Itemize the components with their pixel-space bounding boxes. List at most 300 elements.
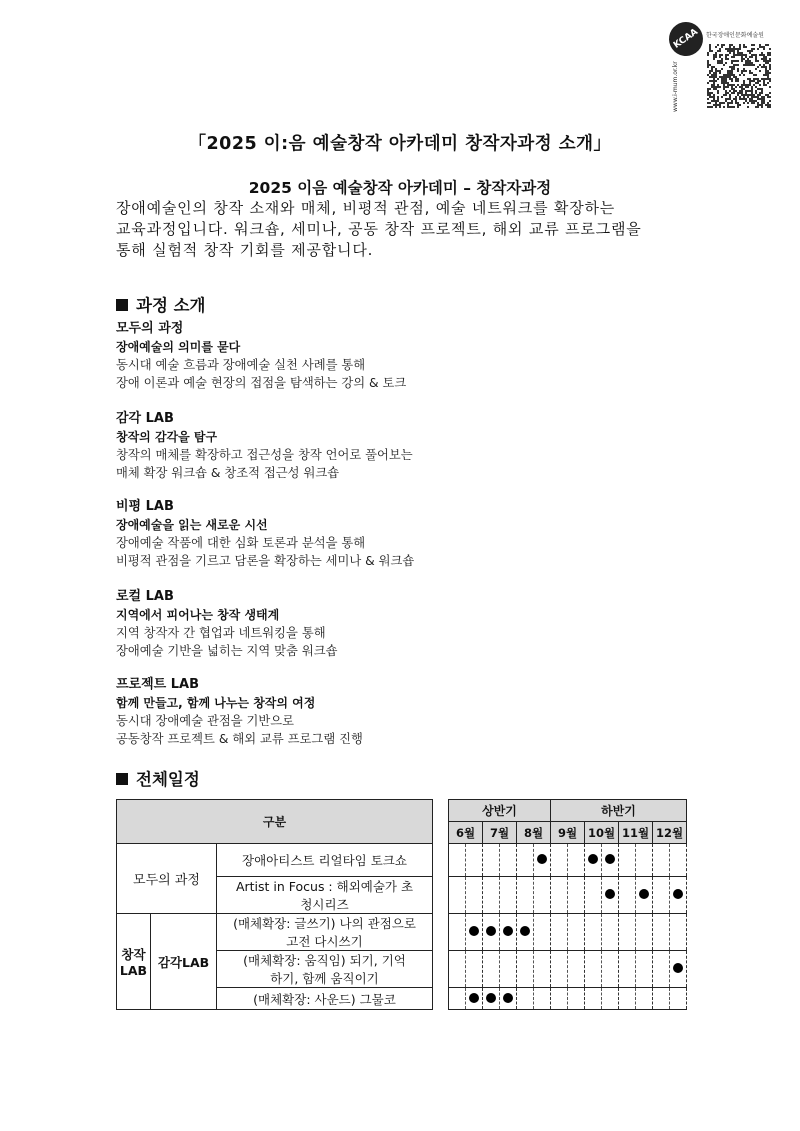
qr-module bbox=[769, 86, 771, 88]
schedule-dot bbox=[486, 926, 496, 936]
qr-module bbox=[713, 86, 715, 88]
qr-module bbox=[753, 80, 755, 82]
schedule-cell bbox=[500, 951, 517, 988]
qr-module bbox=[751, 90, 753, 92]
qr-module bbox=[721, 82, 723, 84]
qr-module bbox=[713, 94, 715, 96]
qr-module bbox=[751, 96, 753, 98]
qr-module bbox=[727, 92, 729, 94]
qr-module bbox=[763, 46, 765, 48]
qr-module bbox=[765, 104, 767, 106]
qr-module bbox=[745, 62, 747, 64]
schedule-cell bbox=[449, 951, 466, 988]
qr-module bbox=[755, 100, 757, 102]
qr-module bbox=[709, 48, 711, 50]
schedule-header-second-half: 하반기 bbox=[551, 800, 687, 822]
qr-module bbox=[717, 62, 719, 64]
qr-module bbox=[749, 82, 751, 84]
qr-module bbox=[765, 56, 767, 58]
qr-module bbox=[731, 72, 733, 74]
qr-module bbox=[763, 98, 765, 100]
qr-module bbox=[711, 66, 713, 68]
qr-module bbox=[731, 50, 733, 52]
qr-module bbox=[711, 96, 713, 98]
schedule-cell bbox=[551, 844, 568, 877]
course-name: 프로젝트 LAB bbox=[116, 677, 200, 692]
course-name: 로컬 LAB bbox=[116, 589, 174, 604]
qr-module bbox=[727, 72, 729, 74]
qr-module bbox=[711, 80, 713, 82]
qr-module bbox=[731, 66, 733, 68]
qr-module bbox=[707, 54, 709, 56]
qr-module bbox=[729, 94, 731, 96]
course-tagline: 창작의 감각을 탐구 bbox=[116, 430, 218, 444]
schedule-cell bbox=[500, 914, 517, 951]
qr-module bbox=[709, 70, 711, 72]
schedule-cell bbox=[670, 988, 687, 1010]
course-block bbox=[116, 676, 676, 748]
qr-module bbox=[739, 90, 741, 92]
qr-module bbox=[715, 56, 717, 58]
document-main-title: 「2025 이:음 예술창작 아카데미 창작자과정 소개」 bbox=[188, 134, 612, 154]
schedule-cell bbox=[636, 951, 653, 988]
qr-module bbox=[765, 74, 767, 76]
schedule-row bbox=[117, 914, 687, 951]
website-url: www.i-mum.or.kr bbox=[672, 61, 679, 112]
qr-module bbox=[745, 86, 747, 88]
qr-module bbox=[709, 72, 711, 74]
qr-module bbox=[763, 74, 765, 76]
qr-module bbox=[721, 58, 723, 60]
qr-module bbox=[739, 92, 741, 94]
course-tagline: 지역에서 피어나는 창작 생태계 bbox=[116, 608, 280, 622]
qr-module bbox=[713, 58, 715, 60]
qr-module bbox=[719, 62, 721, 64]
qr-module bbox=[727, 106, 729, 108]
qr-module bbox=[735, 102, 737, 104]
qr-module bbox=[751, 48, 753, 50]
qr-module bbox=[769, 80, 771, 82]
qr-module bbox=[719, 48, 721, 50]
qr-module bbox=[755, 68, 757, 70]
qr-module bbox=[733, 48, 735, 50]
section-heading-courses bbox=[116, 292, 206, 316]
qr-module bbox=[739, 98, 741, 100]
qr-module bbox=[763, 102, 765, 104]
qr-module bbox=[751, 56, 753, 58]
schedule-dot bbox=[486, 993, 496, 1003]
qr-module bbox=[725, 82, 727, 84]
qr-module bbox=[719, 72, 721, 74]
schedule-cell bbox=[466, 988, 483, 1010]
qr-module bbox=[735, 86, 737, 88]
qr-module bbox=[733, 64, 735, 66]
qr-module bbox=[741, 56, 743, 58]
qr-module bbox=[721, 76, 723, 78]
group-label-creative-lab: 창작 LAB bbox=[117, 914, 151, 1010]
qr-module bbox=[745, 56, 747, 58]
qr-module bbox=[767, 78, 769, 80]
qr-module bbox=[715, 54, 717, 56]
qr-module bbox=[759, 92, 761, 94]
qr-module bbox=[763, 48, 765, 50]
schedule-cell bbox=[568, 914, 585, 951]
qr-module bbox=[731, 102, 733, 104]
qr-module bbox=[735, 80, 737, 82]
qr-module bbox=[737, 68, 739, 70]
qr-module bbox=[755, 78, 757, 80]
qr-module bbox=[725, 48, 727, 50]
qr-module bbox=[715, 80, 717, 82]
qr-module bbox=[743, 88, 745, 90]
qr-module bbox=[743, 82, 745, 84]
schedule-cell bbox=[585, 988, 602, 1010]
qr-module bbox=[717, 104, 719, 106]
qr-module bbox=[757, 98, 759, 100]
square-bullet-icon bbox=[116, 299, 128, 311]
qr-module bbox=[765, 60, 767, 62]
qr-module bbox=[717, 70, 719, 72]
qr-module bbox=[761, 54, 763, 56]
qr-module bbox=[747, 106, 749, 108]
qr-module bbox=[741, 60, 743, 62]
qr-module bbox=[749, 80, 751, 82]
organization-name: 한국장애인문화예술원 bbox=[706, 32, 764, 39]
qr-module bbox=[759, 98, 761, 100]
qr-module bbox=[737, 50, 739, 52]
qr-module bbox=[733, 52, 735, 54]
schedule-cell bbox=[653, 988, 670, 1010]
qr-module bbox=[707, 60, 709, 62]
qr-module bbox=[707, 92, 709, 94]
schedule-cell bbox=[466, 877, 483, 914]
qr-module bbox=[741, 92, 743, 94]
qr-module bbox=[723, 64, 725, 66]
program-name: 장애아티스트 리얼타임 토크쇼 bbox=[217, 844, 433, 877]
qr-module bbox=[731, 48, 733, 50]
qr-module bbox=[747, 58, 749, 60]
table-gap bbox=[433, 877, 449, 914]
qr-module bbox=[737, 52, 739, 54]
group-label-sense-lab: 감각LAB bbox=[151, 914, 217, 1010]
qr-module bbox=[707, 102, 709, 104]
qr-module bbox=[729, 74, 731, 76]
qr-module bbox=[765, 78, 767, 80]
qr-module bbox=[767, 44, 769, 46]
qr-module bbox=[755, 54, 757, 56]
qr-module bbox=[753, 84, 755, 86]
qr-module bbox=[707, 82, 709, 84]
qr-module bbox=[715, 88, 717, 90]
qr-module bbox=[761, 100, 763, 102]
qr-module bbox=[733, 76, 735, 78]
qr-module bbox=[733, 88, 735, 90]
qr-module bbox=[731, 56, 733, 58]
qr-module bbox=[729, 98, 731, 100]
qr-module bbox=[743, 96, 745, 98]
qr-module bbox=[707, 88, 709, 90]
qr-module bbox=[757, 80, 759, 82]
course-description: 지역 창작자 간 협업과 네트워킹을 통해 bbox=[116, 626, 326, 640]
course-name: 비평 LAB bbox=[116, 499, 174, 514]
qr-module bbox=[729, 52, 731, 54]
schedule-cell bbox=[534, 988, 551, 1010]
schedule-dot bbox=[605, 854, 615, 864]
qr-module bbox=[713, 66, 715, 68]
qr-module bbox=[715, 46, 717, 48]
qr-module bbox=[759, 80, 761, 82]
qr-module bbox=[713, 74, 715, 76]
qr-module bbox=[737, 80, 739, 82]
qr-module bbox=[759, 84, 761, 86]
qr-module bbox=[721, 80, 723, 82]
qr-module bbox=[733, 74, 735, 76]
qr-module bbox=[719, 54, 721, 56]
qr-module bbox=[725, 76, 727, 78]
qr-module bbox=[721, 44, 723, 46]
qr-module bbox=[765, 68, 767, 70]
qr-module bbox=[757, 106, 759, 108]
qr-module bbox=[713, 56, 715, 58]
qr-module bbox=[711, 70, 713, 72]
qr-module bbox=[759, 54, 761, 56]
schedule-cell bbox=[670, 844, 687, 877]
qr-module bbox=[769, 96, 771, 98]
qr-module bbox=[721, 62, 723, 64]
qr-module bbox=[733, 54, 735, 56]
schedule-cell bbox=[568, 877, 585, 914]
qr-module bbox=[719, 50, 721, 52]
qr-module bbox=[761, 58, 763, 60]
qr-module bbox=[731, 100, 733, 102]
schedule-cell bbox=[534, 914, 551, 951]
qr-module bbox=[725, 98, 727, 100]
qr-module bbox=[751, 50, 753, 52]
qr-module bbox=[763, 82, 765, 84]
qr-module bbox=[743, 44, 745, 46]
qr-module bbox=[719, 56, 721, 58]
qr-module bbox=[727, 104, 729, 106]
schedule-cell bbox=[636, 844, 653, 877]
qr-module bbox=[731, 92, 733, 94]
course-description: 장애 이론과 예술 현장의 접점을 탐색하는 강의 & 토크 bbox=[116, 376, 407, 390]
qr-module bbox=[761, 52, 763, 54]
qr-module bbox=[733, 84, 735, 86]
qr-module bbox=[741, 70, 743, 72]
schedule-cell bbox=[534, 951, 551, 988]
qr-module bbox=[749, 60, 751, 62]
qr-module bbox=[747, 94, 749, 96]
qr-module bbox=[739, 52, 741, 54]
qr-module bbox=[769, 78, 771, 80]
qr-module bbox=[747, 90, 749, 92]
schedule-cell bbox=[449, 844, 466, 877]
qr-module bbox=[733, 90, 735, 92]
qr-module bbox=[717, 96, 719, 98]
qr-module bbox=[751, 98, 753, 100]
qr-module bbox=[719, 60, 721, 62]
qr-module bbox=[737, 78, 739, 80]
schedule-cell bbox=[500, 988, 517, 1010]
qr-module bbox=[751, 72, 753, 74]
qr-module bbox=[723, 80, 725, 82]
qr-module bbox=[727, 82, 729, 84]
qr-module bbox=[747, 102, 749, 104]
qr-module bbox=[749, 90, 751, 92]
qr-module bbox=[757, 88, 759, 90]
qr-module bbox=[767, 106, 769, 108]
qr-module bbox=[741, 90, 743, 92]
qr-module bbox=[711, 100, 713, 102]
qr-module bbox=[767, 82, 769, 84]
schedule-dot bbox=[469, 926, 479, 936]
schedule-dot bbox=[639, 889, 649, 899]
intro-paragraph bbox=[116, 198, 696, 261]
qr-module bbox=[723, 102, 725, 104]
qr-module bbox=[715, 106, 717, 108]
schedule-cell bbox=[602, 877, 619, 914]
qr-module bbox=[723, 106, 725, 108]
qr-module bbox=[749, 70, 751, 72]
schedule-cell bbox=[466, 844, 483, 877]
schedule-cell bbox=[653, 951, 670, 988]
course-description: 창작의 매체를 확장하고 접근성을 창작 언어로 풀어보는 bbox=[116, 448, 413, 462]
intro-line: 통해 실험적 창작 기회를 제공합니다. bbox=[116, 241, 374, 259]
course-block bbox=[116, 498, 676, 570]
qr-module bbox=[711, 86, 713, 88]
schedule-dot bbox=[537, 854, 547, 864]
qr-module bbox=[713, 84, 715, 86]
qr-module bbox=[739, 74, 741, 76]
qr-module bbox=[737, 60, 739, 62]
qr-module bbox=[769, 68, 771, 70]
schedule-dot bbox=[520, 926, 530, 936]
qr-module bbox=[755, 82, 757, 84]
qr-module bbox=[755, 96, 757, 98]
course-description: 장애예술 기반을 넓히는 지역 맞춤 워크숍 bbox=[116, 644, 338, 658]
qr-module bbox=[707, 52, 709, 54]
qr-module bbox=[737, 70, 739, 72]
qr-module bbox=[729, 66, 731, 68]
schedule-cell bbox=[619, 951, 636, 988]
qr-module bbox=[757, 48, 759, 50]
qr-module bbox=[711, 92, 713, 94]
qr-module bbox=[723, 78, 725, 80]
qr-module bbox=[731, 60, 733, 62]
group-label-all: 모두의 과정 bbox=[117, 844, 217, 914]
qr-module bbox=[735, 60, 737, 62]
qr-module bbox=[715, 76, 717, 78]
month-header: 6월 bbox=[449, 822, 483, 844]
qr-module bbox=[729, 84, 731, 86]
qr-code-icon bbox=[707, 44, 771, 108]
qr-module bbox=[755, 60, 757, 62]
schedule-cell bbox=[551, 951, 568, 988]
qr-module bbox=[765, 72, 767, 74]
schedule-cell bbox=[568, 988, 585, 1010]
qr-module bbox=[753, 44, 755, 46]
qr-module bbox=[713, 100, 715, 102]
qr-module bbox=[743, 102, 745, 104]
qr-module bbox=[725, 58, 727, 60]
qr-module bbox=[749, 100, 751, 102]
schedule-cell bbox=[551, 877, 568, 914]
schedule-dot bbox=[503, 926, 513, 936]
program-name: (매체확장: 움직임) 되기, 기억하기, 함께 움직이기 bbox=[217, 951, 433, 988]
qr-module bbox=[709, 46, 711, 48]
qr-module bbox=[751, 88, 753, 90]
qr-module bbox=[713, 96, 715, 98]
qr-module bbox=[733, 68, 735, 70]
qr-module bbox=[729, 76, 731, 78]
qr-module bbox=[727, 102, 729, 104]
schedule-cell bbox=[551, 914, 568, 951]
qr-module bbox=[717, 100, 719, 102]
qr-module bbox=[713, 76, 715, 78]
qr-module bbox=[745, 54, 747, 56]
qr-module bbox=[719, 86, 721, 88]
qr-module bbox=[751, 100, 753, 102]
qr-module bbox=[729, 106, 731, 108]
qr-module bbox=[759, 44, 761, 46]
qr-module bbox=[741, 88, 743, 90]
qr-module bbox=[757, 104, 759, 106]
qr-module bbox=[759, 70, 761, 72]
qr-module bbox=[715, 74, 717, 76]
qr-module bbox=[709, 80, 711, 82]
schedule-cell bbox=[483, 877, 500, 914]
qr-module bbox=[707, 106, 709, 108]
qr-module bbox=[723, 44, 725, 46]
table-gap bbox=[433, 844, 449, 877]
qr-module bbox=[753, 100, 755, 102]
qr-module bbox=[753, 96, 755, 98]
qr-module bbox=[713, 78, 715, 80]
qr-module bbox=[747, 60, 749, 62]
qr-module bbox=[741, 86, 743, 88]
qr-module bbox=[745, 70, 747, 72]
schedule-cell bbox=[483, 914, 500, 951]
qr-module bbox=[759, 46, 761, 48]
qr-module bbox=[761, 104, 763, 106]
qr-module bbox=[755, 90, 757, 92]
qr-module bbox=[763, 66, 765, 68]
qr-module bbox=[767, 94, 769, 96]
qr-module bbox=[707, 94, 709, 96]
qr-module bbox=[741, 52, 743, 54]
qr-module bbox=[711, 50, 713, 52]
qr-module bbox=[731, 106, 733, 108]
schedule-cell bbox=[466, 951, 483, 988]
qr-module bbox=[727, 58, 729, 60]
schedule-cell bbox=[602, 844, 619, 877]
qr-module bbox=[739, 86, 741, 88]
qr-module bbox=[745, 64, 747, 66]
schedule-header-first-half: 상반기 bbox=[449, 800, 551, 822]
qr-module bbox=[717, 92, 719, 94]
section-heading-label: 과정 소개 bbox=[136, 296, 206, 315]
qr-module bbox=[709, 92, 711, 94]
qr-module bbox=[715, 102, 717, 104]
qr-module bbox=[755, 56, 757, 58]
qr-module bbox=[715, 52, 717, 54]
qr-module bbox=[725, 100, 727, 102]
qr-module bbox=[743, 70, 745, 72]
qr-module bbox=[723, 88, 725, 90]
qr-module bbox=[709, 102, 711, 104]
qr-module bbox=[745, 84, 747, 86]
qr-module bbox=[763, 60, 765, 62]
